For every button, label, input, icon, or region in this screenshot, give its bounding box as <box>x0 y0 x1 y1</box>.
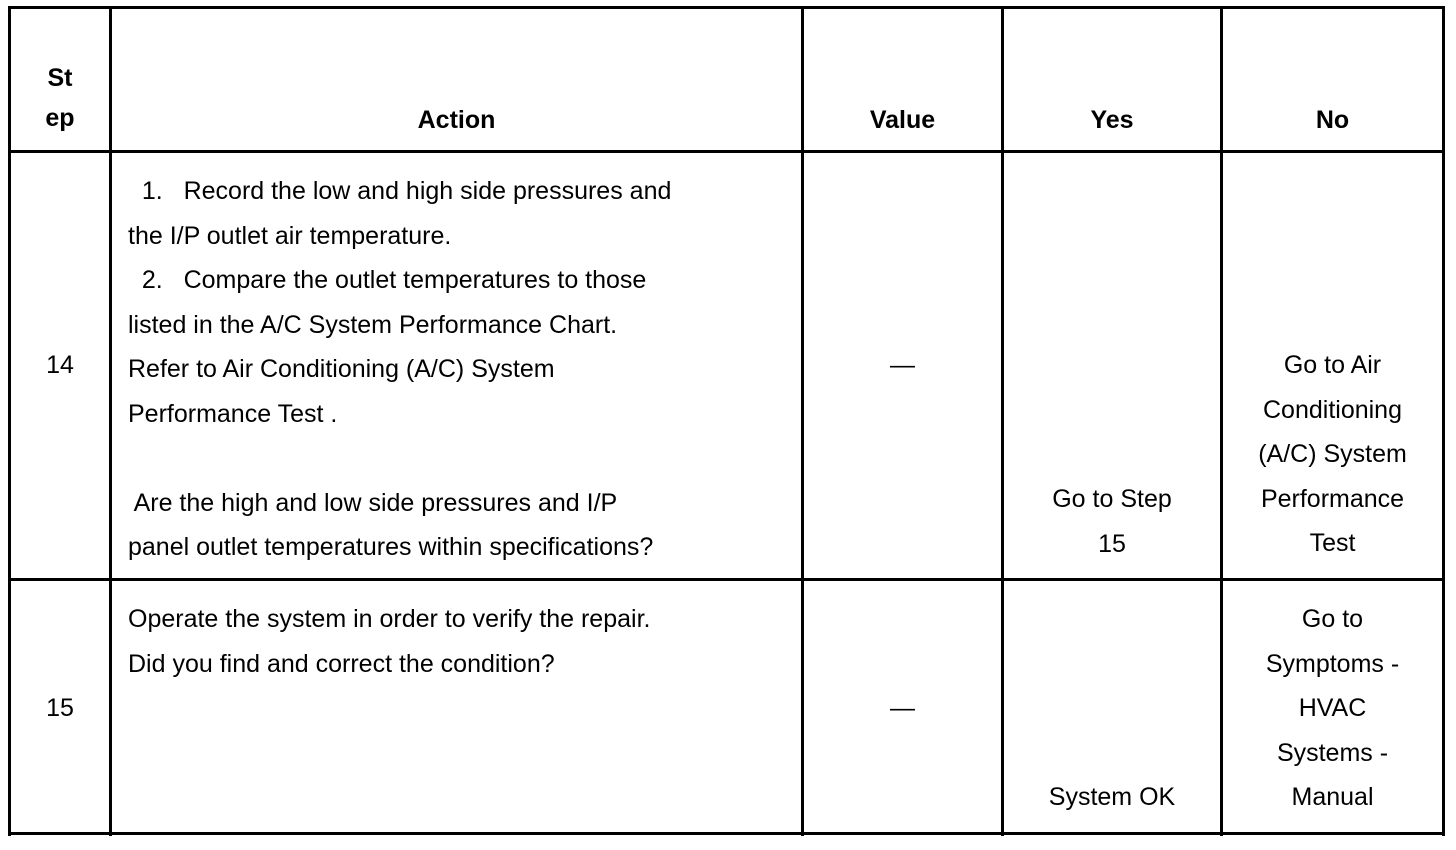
header-action: Action <box>417 106 496 134</box>
action-line: 2. Compare the outlet temperatures to those <box>128 266 647 294</box>
action-line: Operate the system in order to verify the repair. <box>128 605 651 633</box>
action-line: Did you find and correct the condition? <box>128 649 555 678</box>
table-top-border <box>8 6 1445 9</box>
row-14-value: — <box>890 351 915 379</box>
diagnostic-table <box>8 6 1445 836</box>
row-15-yes <box>1004 775 1220 820</box>
no-line: Performance <box>1260 484 1405 513</box>
no-line: Test <box>1309 529 1356 557</box>
header-step-line-1: St <box>47 64 73 92</box>
action-line: Refer to Air Conditioning (A/C) System <box>128 355 555 383</box>
row-14-yes <box>1004 477 1220 566</box>
action-line: panel outlet temperatures within specifications? <box>128 533 654 561</box>
action-line: Performance Test . <box>128 399 338 428</box>
row-14-action <box>128 169 798 570</box>
yes-line: Go to Step <box>1052 485 1172 513</box>
action-line: 1. Record the low and high side pressures and <box>128 177 672 205</box>
row-15-action <box>128 597 798 686</box>
row-15-no <box>1223 597 1442 820</box>
row-15-value: — <box>890 694 915 722</box>
header-value: Value <box>869 106 936 134</box>
no-line: Go to <box>1301 605 1364 633</box>
action-line: listed in the A/C System Performance Chart. <box>128 310 618 339</box>
header-step-line-2: ep <box>45 104 75 132</box>
no-line: Go to Air <box>1283 351 1382 379</box>
action-line <box>128 436 798 481</box>
row-15-step: 15 <box>46 694 74 722</box>
yes-line: 15 <box>1098 529 1126 558</box>
header-divider <box>8 150 1445 153</box>
table-bottom-border <box>8 832 1445 835</box>
row-divider <box>8 578 1445 581</box>
header-step <box>11 58 109 138</box>
row-14-no <box>1223 343 1442 566</box>
no-line: Conditioning <box>1263 395 1402 424</box>
row-14-step: 14 <box>46 351 74 379</box>
table-right-border <box>1442 6 1445 836</box>
action-line: Are the high and low side pressures and I/P <box>128 488 618 517</box>
yes-line: System OK <box>1048 783 1176 811</box>
no-line: Systems - <box>1276 738 1389 767</box>
no-line: Symptoms - <box>1265 649 1400 678</box>
header-yes: Yes <box>1090 106 1134 134</box>
no-line: Manual <box>1291 783 1374 811</box>
header-no: No <box>1315 106 1350 134</box>
no-line: (A/C) System <box>1258 440 1407 468</box>
action-line: the I/P outlet air temperature. <box>128 221 452 250</box>
no-line: HVAC <box>1298 694 1367 722</box>
